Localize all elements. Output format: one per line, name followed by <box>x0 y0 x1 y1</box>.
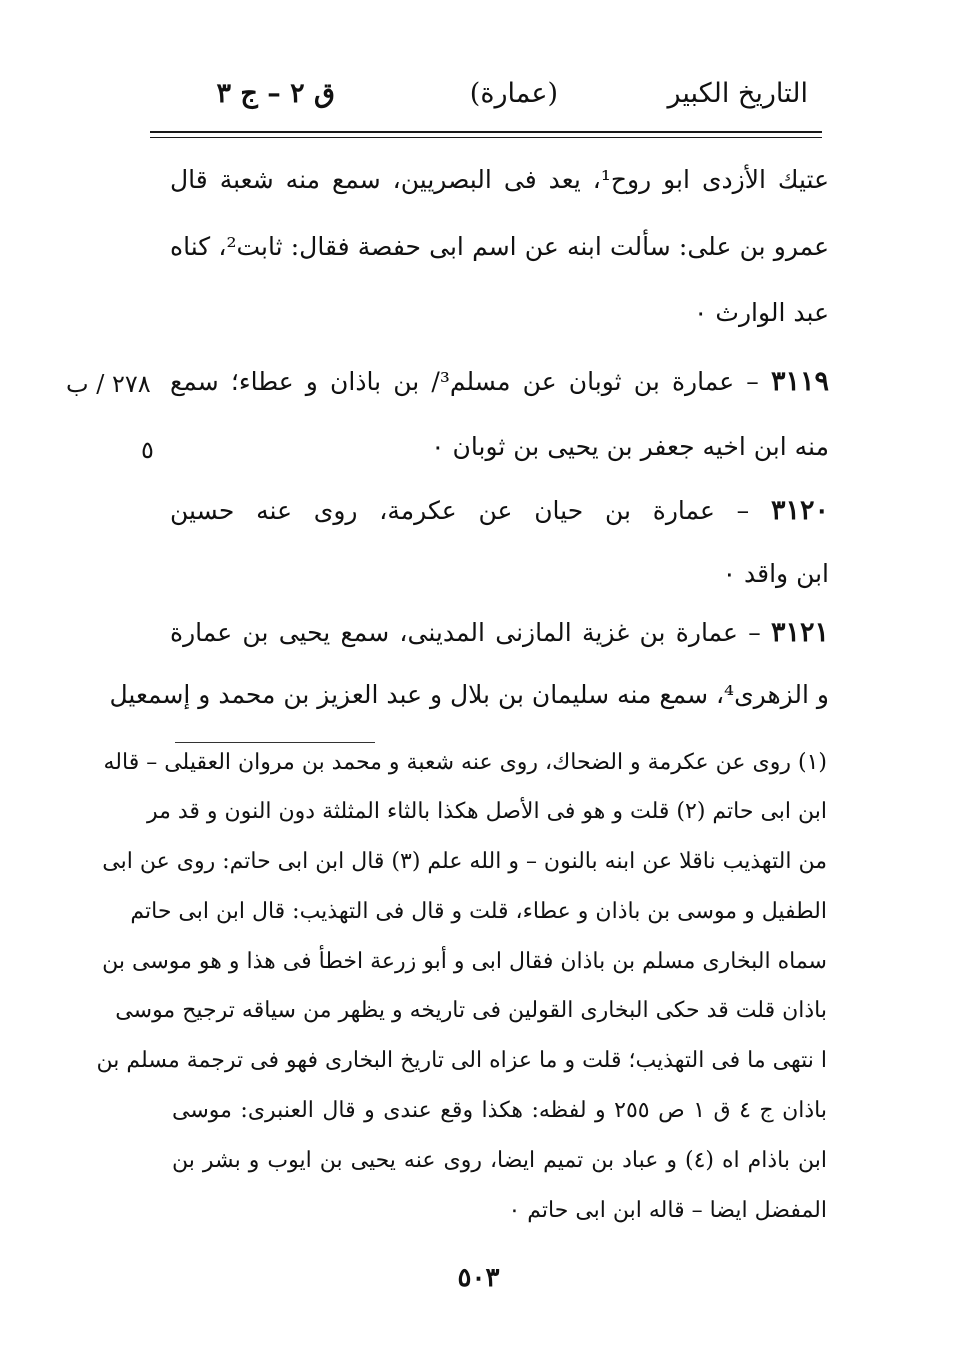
entry-3119-line <box>170 366 829 397</box>
footnote-line: باذان ج ٤ ق ١ ص ٢٥٥ و لفظه: هكذا وقع عندى و قال العنبرى: موسى <box>172 1098 827 1123</box>
folio-marker: ٢٧٨ / ب <box>66 370 151 398</box>
footnote-line: المفضل ايضا – قاله ابن ابى حاتم ٠ <box>508 1198 827 1223</box>
footnote-line: باذان قلت قد حكى البخارى القولين فى تاريخه و يظهر من سياقه ترجيح موسى <box>115 998 827 1023</box>
page-number: ٥٠٣ <box>457 1263 500 1293</box>
entry-number: ٣١١٩ <box>771 366 830 397</box>
entry-text: – عمارة بن ثوبان عن مسلم³/ بن باذان و عطاء؛ سمع <box>170 367 759 396</box>
text-line: عمرو بن على: سألت ابنه عن اسم ابى حفصة فقال: ثابت²، كناه <box>170 232 829 261</box>
header-volume-ref: ق ٢ – ج ٣ <box>216 78 335 109</box>
footnote-line: ا نتهى ما فى التهذيب؛ قلت و ما عزاه الى تاريخ البخارى فهو فى ترجمة مسلم بن <box>96 1048 827 1073</box>
header-rule-thin <box>150 137 822 138</box>
footnote-line: الطفيل و موسى بن باذان و عطاء، قلت و قال فى التهذيب: قال ابن ابى حاتم <box>130 899 827 924</box>
entry-number: ٣١٢١ <box>770 617 829 648</box>
line-number-marker: ٥ <box>141 436 154 464</box>
entry-text: – عمارة بن غزية المازنى المدينى، سمع يحيى بن عمارة <box>170 618 761 647</box>
text-line: منه ابن اخيه جعفر بن يحيى بن ثوبان ٠ <box>431 432 829 461</box>
footnote-line: ابن ابى حاتم (٢) قلت و هو فى الأصل هكذا بالثاء المثلثة دون النون و قد مر <box>146 799 827 824</box>
running-header <box>150 78 820 122</box>
text-line: عتيك الأزدى ابو روح¹، يعد فى البصريين، سمع منه شعبة قال <box>170 165 829 194</box>
entry-number: ٣١٢٠ <box>770 495 829 526</box>
header-section-name: (عمارة) <box>469 78 558 109</box>
footnote-separator <box>175 742 375 743</box>
entry-3120-line <box>170 495 829 526</box>
entry-text: – عمارة بن حيان عن عكرمة، روى عنه حسين <box>170 496 750 525</box>
text-line: عبد الوارث ٠ <box>694 298 829 327</box>
text-line: و الزهرى⁴، سمع منه سليمان بن بلال و عبد العزيز بن محمد و إسمعيل <box>109 680 829 709</box>
footnote-line: من التهذيب ناقلا عن ابنه بالنون – و الله علم (٣) قال ابن ابى حاتم: روى عن ابى <box>102 849 827 874</box>
entry-3121-line <box>170 617 829 648</box>
header-rule-thick <box>150 131 822 133</box>
footnote-line: ابن باذام اه (٤) و عباد بن تميم ايضا، روى عنه يحيى بن ايوب و بشر بن <box>172 1148 827 1173</box>
text-line: ابن واقد ٠ <box>722 559 829 588</box>
footnote-line: (١) روى عن عكرمة و الضحاك، روى عنه شعبة و محمد بن مروان العقيلى – قاله <box>103 750 827 775</box>
footnote-line: سماه البخارى مسلم بن باذان فقال ابى و أبو زرعة اخطأ فى هذا و هو موسى بن <box>102 949 827 974</box>
header-book-title: التاريخ الكبير <box>667 78 808 109</box>
